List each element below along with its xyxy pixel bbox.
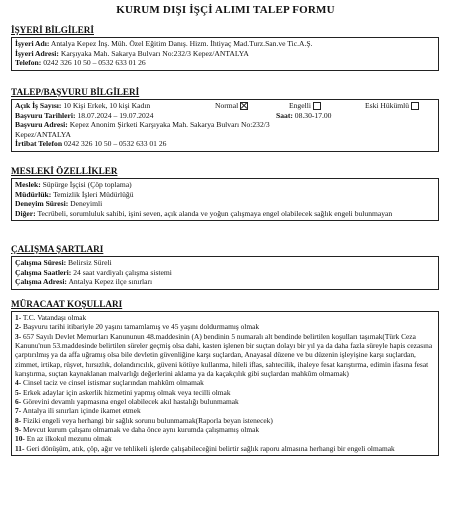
requirement-item <box>15 406 435 415</box>
requirement-text: T.C. Vatandaşı olmak <box>22 313 87 322</box>
application-heading: TALEP/BAŞVURU BİLGİLERİ <box>11 87 140 97</box>
contact-value: 0242 326 10 50 – 0532 633 01 26 <box>63 139 167 149</box>
requirement-item <box>15 425 435 434</box>
work-address-label: Çalışma Adresi: <box>15 277 67 287</box>
requirement-item <box>15 313 435 322</box>
disabled-label: Engelli <box>289 101 311 110</box>
application-address-value: Kepez Anonim Şirketi Karşıyaka Mah. Sakarya Bulvarı No:232/3 Kepez/ANTALYA <box>15 120 270 139</box>
other-label: Diğer: <box>15 208 36 218</box>
application-address-label: Başvuru Adresi: <box>15 120 68 130</box>
normal-option[interactable] <box>215 101 289 111</box>
conditions-heading: ÇALIŞMA ŞARTLARI <box>11 244 104 254</box>
profession-heading: MESLEKİ ÖZELLİKLER <box>11 166 118 176</box>
requirement-item <box>15 416 435 425</box>
requirement-number: 9- <box>15 425 22 435</box>
trial-label: Deneyim Süresi: <box>15 199 69 209</box>
openings-cell <box>15 101 215 111</box>
employer-heading: İŞYERİ BİLGİLERİ <box>11 25 94 35</box>
requirements-section <box>11 299 439 456</box>
dates-cell <box>15 111 276 121</box>
form-title: KURUM DIŞI İŞÇİ ALIMI TALEP FORMU <box>116 4 335 16</box>
requirement-text: Antalya ili sınırları içinde ikamet etmek <box>22 406 141 416</box>
requirement-text: Mevcut kurum çalışanı olmamak ve daha önce aynı kurumda çalışmamış olmak <box>23 425 260 435</box>
exconvict-option[interactable] <box>365 101 419 111</box>
exconvict-checkbox[interactable] <box>411 102 419 110</box>
openings-label: Açık İş Sayısı: <box>15 101 62 110</box>
job-label: Meslek: <box>15 180 41 189</box>
employer-phone-row <box>15 58 435 68</box>
employer-address-value: Karşıyaka Mah. Sakarya Bulvarı No:232/3 Kepez/ANTALYA <box>60 48 249 58</box>
dates-label: Başvuru Tarihleri: <box>15 110 76 120</box>
hours-value: 24 saat vardiyalı çalışma sistemi <box>73 267 172 277</box>
dates-value: 18.07.2024 – 19.07.2024 <box>77 110 154 120</box>
application-box <box>11 99 439 152</box>
requirement-number: 2- <box>15 322 22 332</box>
duration-label: Çalışma Süresi: <box>15 258 67 267</box>
trial-value: Deneyimli <box>70 199 103 209</box>
requirement-number: 4- <box>15 378 22 388</box>
requirement-text: Görevini devamlı yapmasına engel olabilecek akıl hastalığı bulunmamak <box>23 397 239 407</box>
employer-name-row <box>15 39 435 49</box>
other-row <box>15 209 435 219</box>
requirement-item <box>15 322 435 331</box>
other-value: Tecrübeli, sorumluluk sahibi, işini seven, açık alanda ve yoğun çalışmaya engel olabilecek sağlık engeli bulunmayan <box>37 208 393 218</box>
normal-checkbox-checked[interactable] <box>240 102 248 110</box>
exconvict-label: Eski Hükümlü <box>365 101 410 110</box>
time-value: 08.30-17.00 <box>294 110 332 120</box>
employer-box <box>11 37 439 71</box>
requirement-number: 7- <box>15 406 22 416</box>
requirement-number: 3- <box>15 331 22 341</box>
disabled-checkbox[interactable] <box>313 102 321 110</box>
requirement-number: 6- <box>15 397 22 407</box>
work-address-value: Antalya Kepez ilçe sınırları <box>68 277 153 287</box>
requirement-item <box>15 397 435 406</box>
normal-label: Normal <box>215 101 239 110</box>
job-value: Süpürge İşçisi (Çöp toplama) <box>42 180 132 189</box>
duration-row <box>15 258 435 268</box>
requirement-text: Geri dönüşüm, atık, çöp, ağır ve tehlikeli işlerde çalışabileceğini belirtir sağlık raporu almasına herhangi bir engeli olmamak <box>26 443 395 453</box>
employer-name-value: Antalya Kepez İnş. Müh. Özel Eğitim Danış. Hizm. İhtiyaç Mad.Turz.San.ve Tic.A.Ş. <box>50 39 313 48</box>
application-address-row <box>15 120 315 139</box>
dept-label: Müdürlük: <box>15 189 52 199</box>
openings-value: 10 Kişi Erkek, 10 kişi Kadın <box>63 101 151 110</box>
requirement-number: 11- <box>15 443 25 453</box>
requirement-number: 8- <box>15 415 22 425</box>
requirements-heading: MÜRACAAT KOŞULLARI <box>11 299 123 309</box>
requirements-box <box>11 311 439 456</box>
requirement-number: 10- <box>15 434 25 444</box>
requirement-item <box>15 444 435 453</box>
requirement-text: Başvuru tarihi itibariyle 20 yaşını tamamlamış ve 45 yaşını doldurmamış olmak <box>23 322 260 332</box>
contact-row <box>15 139 435 149</box>
duration-value: Belirsiz Süreli <box>68 258 112 267</box>
employer-phone-label: Telefon: <box>15 58 42 68</box>
employer-name-label: İşyeri Adı: <box>15 39 50 48</box>
dept-value: Temizlik İşleri Müdürlüğü <box>53 189 134 199</box>
time-label: Saat: <box>276 110 293 120</box>
hours-label: Çalışma Saatleri: <box>15 267 72 277</box>
requirement-item <box>15 388 435 397</box>
requirement-text: Erkek adaylar için askerlik hizmetini yapmış olmak veya tecilli olmak <box>23 387 231 397</box>
employer-address-row <box>15 49 435 59</box>
openings-row <box>15 101 435 111</box>
application-section <box>11 87 439 152</box>
requirement-number: 1- <box>15 313 22 322</box>
conditions-section <box>11 244 439 290</box>
requirement-text: Cinsel taciz ve cinsel istismar suçlarından mahkûm olmamak <box>23 378 204 388</box>
hours-row <box>15 268 435 278</box>
requirement-item <box>15 378 435 387</box>
work-address-row <box>15 277 435 287</box>
job-row <box>15 180 435 190</box>
profession-box <box>11 178 439 221</box>
trial-row <box>15 199 435 209</box>
profession-section <box>11 166 439 221</box>
requirement-item <box>15 332 435 379</box>
requirement-text: Fiziki engeli veya herhangi bir sağlık sorunu bulunmamak(Raporla beyan istenecek) <box>23 415 273 425</box>
employer-address-label: İşyeri Adresi: <box>15 48 59 58</box>
dates-row <box>15 111 435 121</box>
contact-label: İrtibat Telefon <box>15 139 63 149</box>
requirement-text: En az ilkokul mezunu olmak <box>26 434 112 444</box>
dept-row <box>15 190 435 200</box>
employer-section <box>11 25 439 71</box>
requirement-text: 657 Sayılı Devlet Memurları Kanununun 48.maddesinin (A) bendinin 5 numaralı alt bendinde belirtilen koşulları taşımak(Türk Ceza Kanunu'nun 53.maddesinde belirtilen süreler geçmiş olsa dahi, kasten işlenen bir suçtan dolayı bir yıl ya da daha fazla süreyle hapis cezasına çarptırılmış ya da affa uğramış olsa bile devletin güvenliğine karşı suçlardan, Anayasal düzene ve bu düzenin işleyişine karşı suçlardan, zimmet, irtikap, rüşvet, hırsızlık, dolandırıcılık, güveni kötüye kullanma, hileli iflas, sahtecilik, ihaleye fesat karıştırma, edimin ifasına fesat karıştırma, suçtan kaynaklanan malvarlığı değerlerini aklama ya da kaçakçılık gibi suçlardan mahkûm olmamak) <box>15 331 433 379</box>
conditions-box <box>11 256 439 290</box>
requirement-item <box>15 434 435 443</box>
employer-phone-value: 0242 326 10 50 – 0532 633 01 26 <box>43 58 146 68</box>
disabled-option[interactable] <box>289 101 365 111</box>
time-cell <box>276 111 331 121</box>
requirement-number: 5- <box>15 387 22 397</box>
